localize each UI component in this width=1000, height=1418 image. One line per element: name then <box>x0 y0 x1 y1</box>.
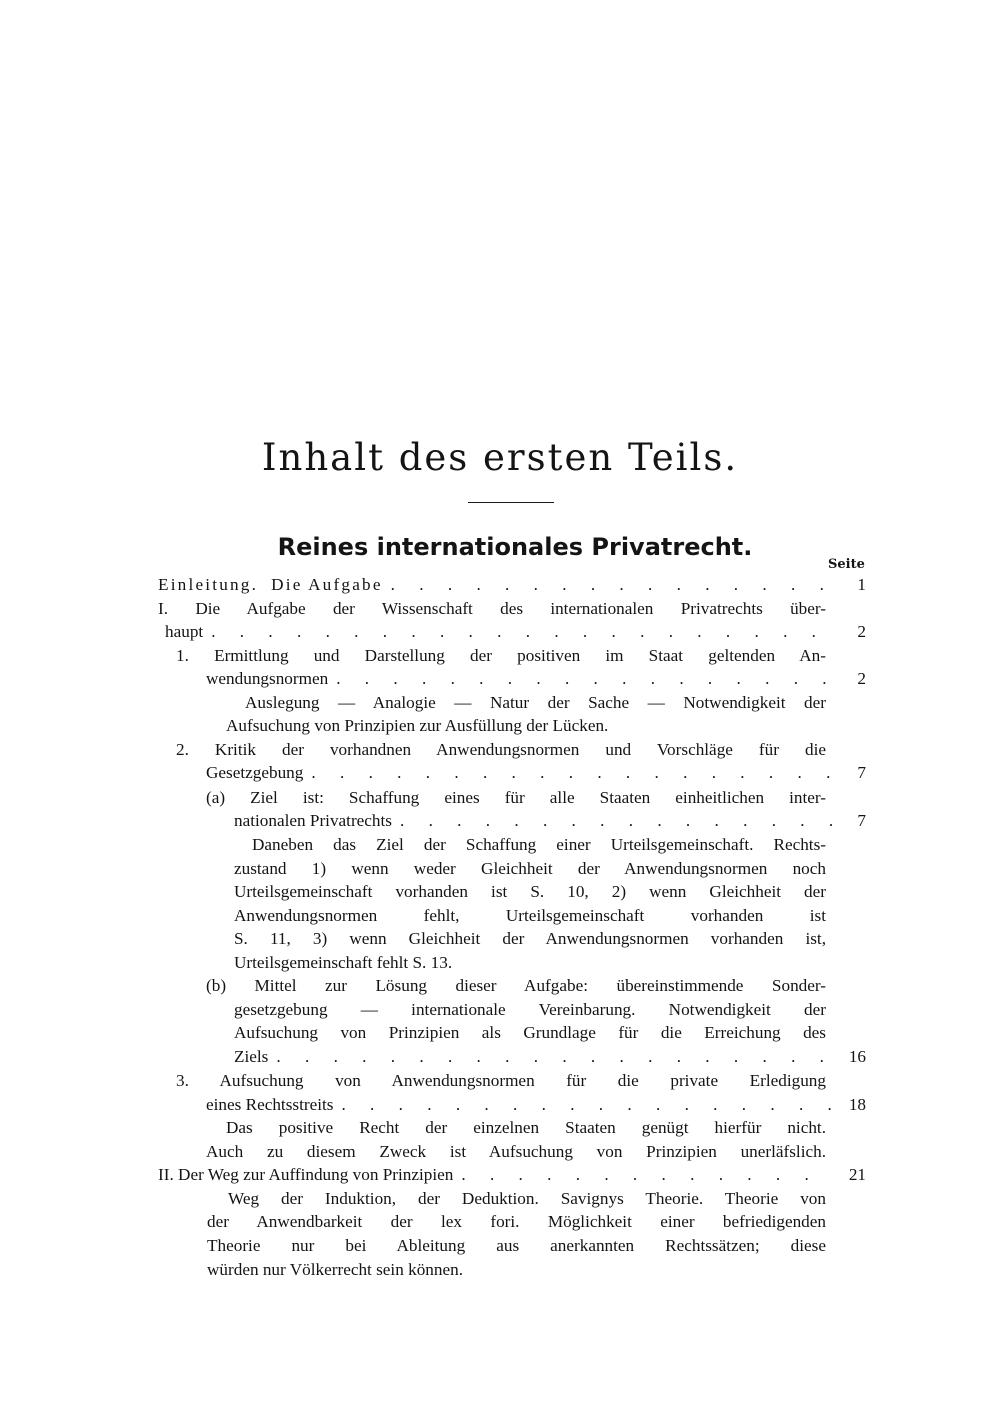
toc-entry-i2-line1[interactable]: 2. Kritik der vorhandnen Anwendungsnormen und Vorschläge für die <box>176 740 826 759</box>
leader-dots <box>392 809 834 833</box>
leader-dots <box>328 667 834 691</box>
toc-entry-i-line1[interactable]: I. Die Aufgabe der Wissenschaft des internationalen Privatrechts über- <box>158 599 826 618</box>
toc-entry-description: Weg der Induktion, der Deduktion. Savignys Theorie. Theorie von <box>228 1189 826 1208</box>
toc-entry-description: S. 11, 3) wenn Gleichheit der Anwendungsnormen vorhanden ist, <box>234 929 826 948</box>
toc-entry-description: Theorie nur bei Ableitung aus anerkannten Rechtssätzen; diese <box>207 1236 826 1255</box>
toc-entry-i2b-line1[interactable]: (b) Mittel zur Lösung dieser Aufgabe: übereinstimmende Sonder- <box>206 976 826 995</box>
toc-entry-einleitung[interactable] <box>158 573 834 597</box>
toc-entry-description: würden nur Völkerrecht sein können. <box>207 1260 463 1279</box>
leader-dots <box>268 1045 834 1069</box>
toc-entry-i-line2[interactable]: haupt . . . <box>165 620 834 644</box>
toc-entry-description: Das positive Recht der einzelnen Staaten genügt hierfür nicht. <box>226 1118 826 1137</box>
page-number: 21 <box>848 1165 866 1184</box>
toc-entry-i2b-line4[interactable]: Ziels . . . <box>234 1045 834 1069</box>
toc-entry-description: Daneben das Ziel der Schaffung einer Urteilsgemeinschaft. Rechts- <box>252 835 826 854</box>
leader-dots <box>453 1163 834 1187</box>
toc-entry-description: zustand 1) wenn weder Gleichheit der Anwendungsnormen noch <box>234 859 826 878</box>
toc-entry-description: Anwendungsnormen fehlt, Urteilsgemeinschaft vorhanden ist <box>234 906 826 925</box>
page-title: Inhalt des ersten Teils. <box>261 436 739 479</box>
page-number: 1 <box>857 575 866 594</box>
toc-entry-ii[interactable]: II. Der Weg zur Auffindung von Prinzipien . . . <box>158 1163 834 1187</box>
page-number: 16 <box>848 1047 866 1066</box>
toc-entry-description: Auch zu diesem Zweck ist Aufsuchung von Prinzipien unerläfslich. <box>206 1142 826 1161</box>
toc-entry-description: der Anwendbarkeit der lex fori. Möglichkeit einer befriedigenden <box>207 1212 826 1231</box>
toc-entry-i1-line2[interactable]: wendungsnormen . . . <box>206 667 834 691</box>
leader-dots <box>333 1093 834 1117</box>
section-heading: Reines internationales Privatrecht. <box>277 533 753 561</box>
toc-entry-description: Urteilsgemeinschaft fehlt S. 13. <box>234 953 453 972</box>
leader-dots <box>383 573 834 597</box>
page-number: 2 <box>857 669 866 688</box>
toc-entry-description: Auslegung — Analogie — Natur der Sache — Notwendigkeit der <box>245 693 826 712</box>
page-number: 18 <box>848 1095 866 1114</box>
page-column-label: Seite <box>828 557 865 572</box>
toc-entry-i1-line1[interactable]: 1. Ermittlung und Darstellung der positiven im Staat geltenden An- <box>176 646 826 665</box>
toc-entry-i2b-line2: gesetzgebung — internationale Vereinbarung. Notwendigkeit der <box>234 1000 826 1019</box>
toc-entry-i2a-line1[interactable]: (a) Ziel ist: Schaffung eines für alle Staaten einheitlichen inter- <box>206 788 826 807</box>
toc-entry-i3-line2[interactable]: eines Rechtsstreits . . . <box>206 1093 834 1117</box>
page-number: 7 <box>857 763 866 782</box>
toc-entry-i2-line2[interactable]: Gesetzgebung . . . <box>206 761 834 785</box>
leader-dots <box>203 620 834 644</box>
leader-dots <box>303 761 834 785</box>
page-number: 2 <box>857 622 866 641</box>
toc-entry-description: Urteilsgemeinschaft vorhanden ist S. 10, 2) wenn Gleichheit der <box>234 882 826 901</box>
toc-entry-i3-line1[interactable]: 3. Aufsuchung von Anwendungsnormen für die private Erledigung <box>176 1071 826 1090</box>
toc-entry-title: Einleitung. Die Aufgabe <box>158 575 383 594</box>
page-number: 7 <box>857 811 866 830</box>
toc-entry-i2b-line3: Aufsuchung von Prinzipien als Grundlage für die Erreichung des <box>234 1023 826 1042</box>
toc-entry-i2a-line2[interactable]: nationalen Privatrechts . . . <box>234 809 834 833</box>
toc-entry-description: Aufsuchung von Prinzipien zur Ausfüllung der Lücken. <box>226 716 609 735</box>
